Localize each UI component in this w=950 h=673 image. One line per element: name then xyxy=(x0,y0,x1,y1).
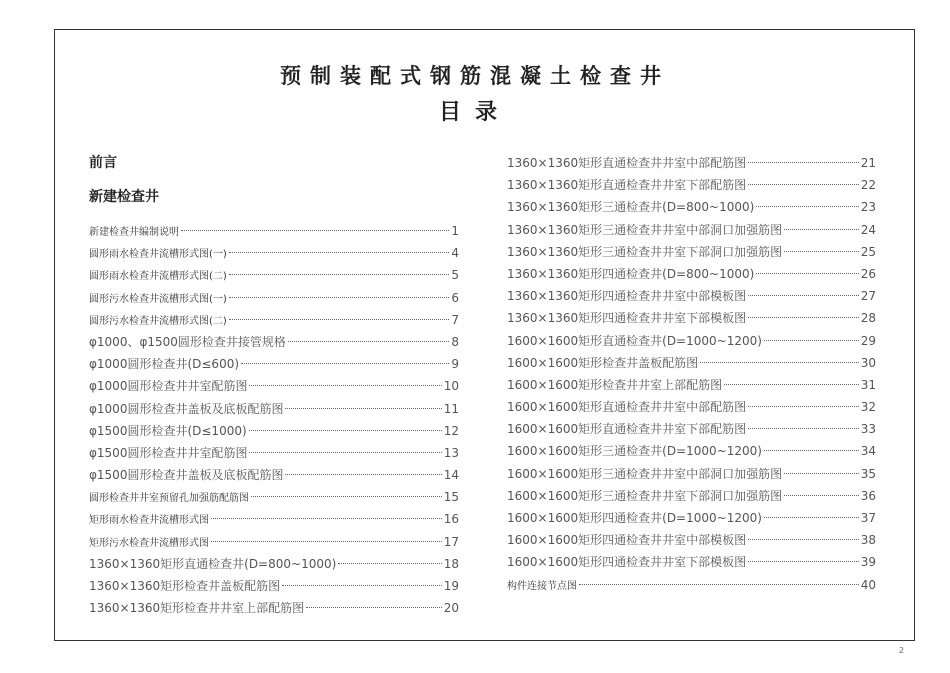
toc-leader-dots xyxy=(784,251,859,252)
toc-entry[interactable] xyxy=(507,196,876,218)
toc-entry[interactable] xyxy=(89,309,459,331)
toc-leader-dots xyxy=(229,297,450,298)
toc-entry-page: 5 xyxy=(451,268,459,283)
toc-leader-dots xyxy=(249,430,442,431)
toc-entry-page: 38 xyxy=(860,533,876,548)
toc-entry-page: 33 xyxy=(860,422,876,437)
toc-entry-page: 15 xyxy=(443,490,459,505)
toc-entry-title: 圆形污水检查井流槽形式图(二) xyxy=(89,315,227,327)
toc-entry-page: 11 xyxy=(443,401,459,416)
toc-entry-page: 36 xyxy=(860,488,876,503)
toc-entry-title: 1600×1600矩形直通检查井井室中部配筋图 xyxy=(507,400,747,415)
toc-entry[interactable] xyxy=(89,553,459,575)
toc-entry-page: 24 xyxy=(860,222,876,237)
toc-entry-title: 1600×1600矩形四通检查井井室下部模板图 xyxy=(507,555,747,570)
toc-entry-title: 矩形雨水检查井流槽形式图 xyxy=(89,515,209,527)
toc-entry-page: 32 xyxy=(860,400,876,415)
toc-entry-page: 12 xyxy=(443,423,459,438)
toc-entry[interactable] xyxy=(507,307,876,329)
toc-leader-dots xyxy=(211,541,442,542)
toc-entry-page: 10 xyxy=(443,379,459,394)
toc-entry-title: 1360×1360矩形三通检查井井室中部洞口加强筋图 xyxy=(507,222,783,237)
toc-leader-dots xyxy=(285,474,441,475)
toc-right-column xyxy=(507,152,876,596)
toc-entry-title: 1600×1600矩形三通检查井井室中部洞口加强筋图 xyxy=(507,466,783,481)
toc-entry-title: 1600×1600矩形四通检查井(D=1000~1200) xyxy=(507,511,762,525)
toc-leader-dots xyxy=(251,496,442,497)
toc-entry[interactable] xyxy=(89,508,459,530)
toc-entry[interactable] xyxy=(507,352,876,374)
toc-entry[interactable] xyxy=(507,418,876,440)
section-new-wells: 新建检查井 xyxy=(89,189,159,205)
toc-entry-page: 9 xyxy=(451,357,459,372)
toc-entry-title: φ1000、φ1500圆形检查井接管规格 xyxy=(89,334,286,349)
toc-entry[interactable] xyxy=(89,464,459,486)
toc-entry-page: 40 xyxy=(860,577,876,592)
toc-leader-dots xyxy=(282,585,442,586)
toc-leader-dots xyxy=(338,563,441,564)
toc-entry[interactable] xyxy=(89,353,459,375)
toc-entry[interactable] xyxy=(507,551,876,573)
toc-leader-dots xyxy=(784,229,859,230)
toc-entry-page: 4 xyxy=(451,246,459,261)
toc-leader-dots xyxy=(700,362,859,363)
toc-left-column xyxy=(89,220,459,619)
toc-leader-dots xyxy=(249,385,441,386)
document-subtitle: 目录 xyxy=(438,100,511,125)
toc-leader-dots xyxy=(579,584,859,585)
toc-entry-title: φ1000圆形检查井盖板及底板配筋图 xyxy=(89,401,284,416)
toc-entry-page: 22 xyxy=(860,178,876,193)
toc-entry-title: 1360×1360矩形四通检查井(D=800~1000) xyxy=(507,266,755,281)
toc-entry[interactable] xyxy=(89,398,459,420)
toc-leader-dots xyxy=(748,428,859,429)
toc-entry[interactable] xyxy=(507,396,876,418)
toc-leader-dots xyxy=(764,450,859,451)
toc-entry-title: 新建检查井编制说明 xyxy=(89,227,179,238)
toc-entry-title: 1600×1600矩形检查井井室上部配筋图 xyxy=(507,377,723,392)
toc-leader-dots xyxy=(249,452,441,453)
toc-entry-page: 35 xyxy=(860,466,876,481)
toc-entry-title: 圆形雨水检查井流槽形式图(一) xyxy=(89,249,227,261)
toc-entry-title: 1360×1360矩形直通检查井井室下部配筋图 xyxy=(507,178,747,193)
toc-entry-title: φ1000圆形检查井(D≤600) xyxy=(89,357,240,372)
toc-entry-title: φ1500圆形检查井(D≤1000) xyxy=(89,423,247,438)
toc-entry-title: 构件连接节点图 xyxy=(507,580,577,592)
toc-entry-title: 1360×1360矩形检查井井室上部配筋图 xyxy=(89,601,305,616)
toc-entry-page: 8 xyxy=(451,334,459,349)
toc-entry-title: 圆形检查井井室预留孔加强筋配筋图 xyxy=(89,493,249,505)
toc-entry-page: 21 xyxy=(860,156,876,170)
toc-entry[interactable] xyxy=(89,331,459,353)
section-preface: 前言 xyxy=(89,155,117,171)
toc-entry[interactable] xyxy=(89,242,459,264)
toc-entry-title: 1360×1360矩形直通检查井(D=800~1000) xyxy=(89,556,337,571)
toc-entry-page: 7 xyxy=(451,312,459,327)
toc-entry-title: 1600×1600矩形检查井盖板配筋图 xyxy=(507,355,699,370)
toc-entry[interactable] xyxy=(89,597,459,619)
toc-entry-title: 矩形污水检查井流槽形式图 xyxy=(89,537,209,549)
toc-entry[interactable] xyxy=(507,241,876,263)
toc-entry[interactable] xyxy=(507,285,876,307)
toc-entry-title: φ1000圆形检查井井室配筋图 xyxy=(89,379,248,394)
toc-entry-page: 20 xyxy=(443,601,459,616)
toc-entry-page: 23 xyxy=(860,200,876,215)
toc-entry-title: φ1500圆形检查井盖板及底板配筋图 xyxy=(89,468,284,483)
page-number: 2 xyxy=(899,646,905,655)
toc-leader-dots xyxy=(229,274,450,275)
toc-entry-page: 16 xyxy=(443,512,459,527)
toc-entry-page: 31 xyxy=(860,377,876,392)
toc-entry-title: 1600×1600矩形直通检查井(D=1000~1200) xyxy=(507,333,762,348)
toc-leader-dots xyxy=(748,317,859,318)
document-title: 预制装配式钢筋混凝土检查井 xyxy=(280,64,670,88)
toc-entry[interactable] xyxy=(507,174,876,196)
toc-entry[interactable] xyxy=(89,375,459,397)
toc-entry[interactable] xyxy=(507,507,876,529)
toc-leader-dots xyxy=(784,473,859,474)
toc-entry-page: 17 xyxy=(443,534,459,549)
toc-entry-title: 圆形污水检查井流槽形式图(一) xyxy=(89,293,227,305)
toc-entry-page: 34 xyxy=(860,444,876,459)
toc-leader-dots xyxy=(241,363,449,364)
toc-entry-title: 1360×1360矩形三通检查井井室下部洞口加强筋图 xyxy=(507,244,783,259)
toc-entry-page: 19 xyxy=(443,579,459,593)
toc-entry-page: 29 xyxy=(860,333,876,348)
toc-entry[interactable] xyxy=(507,463,876,485)
toc-entry-page: 27 xyxy=(860,289,876,304)
toc-entry-page: 13 xyxy=(443,445,459,460)
toc-entry[interactable] xyxy=(507,263,876,285)
toc-entry-page: 6 xyxy=(451,290,459,305)
toc-entry[interactable] xyxy=(89,287,459,309)
toc-leader-dots xyxy=(748,406,859,407)
toc-entry[interactable] xyxy=(507,374,876,396)
toc-leader-dots xyxy=(764,340,859,341)
toc-leader-dots xyxy=(784,495,859,496)
toc-entry-page: 18 xyxy=(443,556,459,571)
toc-entry-title: 1360×1360矩形三通检查井(D=800~1000) xyxy=(507,200,755,215)
toc-entry[interactable] xyxy=(507,574,876,596)
toc-entry-title: φ1500圆形检查井井室配筋图 xyxy=(89,445,248,460)
toc-entry-page: 39 xyxy=(860,555,876,570)
toc-entry-title: 圆形雨水检查井流槽形式图(二) xyxy=(89,271,227,283)
toc-leader-dots xyxy=(748,295,859,296)
toc-leader-dots xyxy=(306,607,442,608)
toc-entry-page: 30 xyxy=(860,355,876,370)
toc-leader-dots xyxy=(748,162,859,163)
toc-entry[interactable] xyxy=(89,531,459,553)
toc-entry[interactable] xyxy=(89,220,459,242)
toc-entry-page: 25 xyxy=(860,244,876,259)
toc-leader-dots xyxy=(229,319,450,320)
toc-entry-title: 1600×1600矩形三通检查井井室下部洞口加强筋图 xyxy=(507,488,783,503)
toc-entry[interactable] xyxy=(507,485,876,507)
toc-leader-dots xyxy=(229,252,450,253)
toc-entry-page: 1 xyxy=(451,224,459,238)
toc-entry-title: 1600×1600矩形直通检查井井室下部配筋图 xyxy=(507,422,747,437)
toc-entry-title: 1360×1360矩形四通检查井井室中部模板图 xyxy=(507,289,747,304)
toc-leader-dots xyxy=(288,341,449,342)
toc-entry-title: 1360×1360矩形四通检查井井室下部模板图 xyxy=(507,311,747,326)
toc-leader-dots xyxy=(181,230,449,231)
toc-entry[interactable] xyxy=(507,440,876,462)
toc-entry[interactable] xyxy=(507,152,876,174)
toc-leader-dots xyxy=(285,408,441,409)
toc-leader-dots xyxy=(211,518,442,519)
toc-leader-dots xyxy=(748,539,859,540)
toc-entry-page: 14 xyxy=(443,468,459,483)
toc-entry-title: 1600×1600矩形三通检查井(D=1000~1200) xyxy=(507,444,762,459)
toc-entry[interactable] xyxy=(89,575,459,597)
toc-leader-dots xyxy=(748,184,859,185)
toc-leader-dots xyxy=(724,384,859,385)
toc-leader-dots xyxy=(756,206,858,207)
toc-entry[interactable] xyxy=(89,486,459,508)
toc-entry-title: 1360×1360矩形直通检查井井室中部配筋图 xyxy=(507,156,747,170)
toc-entry-page: 26 xyxy=(860,266,876,281)
toc-entry[interactable] xyxy=(507,219,876,241)
toc-leader-dots xyxy=(764,517,859,518)
toc-entry[interactable] xyxy=(89,420,459,442)
toc-entry-title: 1360×1360矩形检查井盖板配筋图 xyxy=(89,579,281,593)
toc-entry-page: 37 xyxy=(860,511,876,525)
toc-leader-dots xyxy=(756,273,858,274)
toc-entry-title: 1600×1600矩形四通检查井井室中部模板图 xyxy=(507,533,747,548)
toc-entry[interactable] xyxy=(507,330,876,352)
toc-entry-page: 28 xyxy=(860,311,876,326)
toc-entry[interactable] xyxy=(89,264,459,286)
toc-entry[interactable] xyxy=(89,442,459,464)
toc-leader-dots xyxy=(748,561,859,562)
toc-entry[interactable] xyxy=(507,529,876,551)
